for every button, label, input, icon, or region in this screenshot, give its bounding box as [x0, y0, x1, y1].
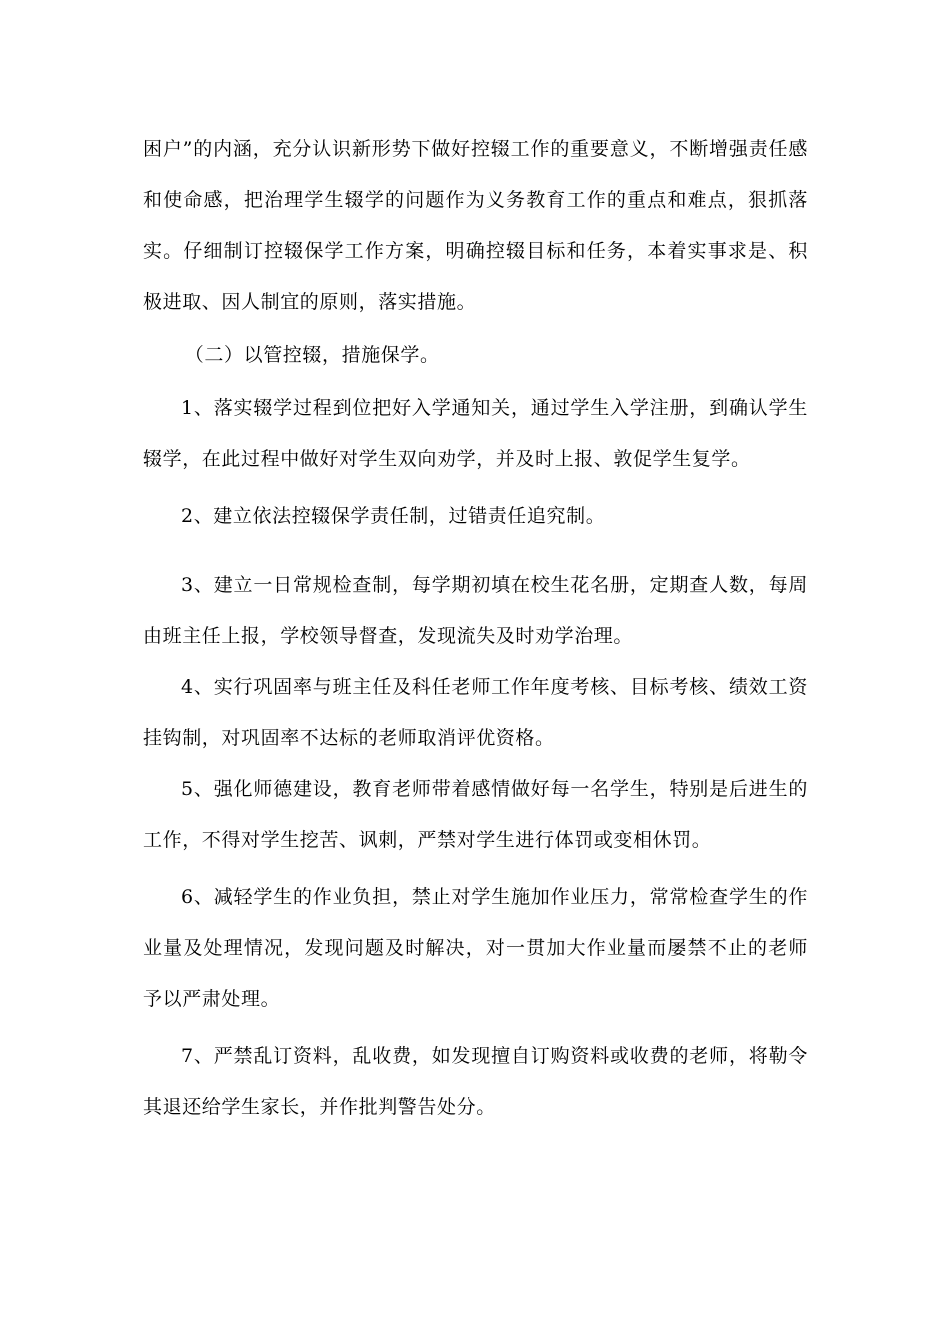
list-item: 3、建立一日常规检查制，每学期初填在校生花名册，定期查人数，每周由班主任上报，学校领导督查，发现流失及时劝学治理。: [143, 574, 808, 647]
list-item: 4、实行巩固率与班主任及科任老师工作年度考核、目标考核、绩效工资挂钩制，对巩固率不达标的老师取消评优资格。: [143, 676, 808, 749]
list-item: 1、落实辍学过程到位把好入学通知关，通过学生入学注册，到确认学生辍学，在此过程中做好对学生双向劝学，并及时上报、敦促学生复学。: [143, 397, 808, 470]
list-item: 7、严禁乱订资料，乱收费，如发现擅自订购资料或收费的老师，将勒令其退还给学生家长，并作批判警告处分。: [143, 1045, 808, 1118]
list-item: 5、强化师德建设，教育老师带着感情做好每一名学生，特别是后进生的工作，不得对学生挖苦、讽刺，严禁对学生进行体罚或变相休罚。: [143, 778, 808, 851]
list-item: 2、建立依法控辍保学责任制，过错责任追究制。: [181, 505, 606, 527]
document-body: [143, 124, 808, 1133]
paragraph-continuation: 困户”的内涵，充分认识新形势下做好控辍工作的重要意义，不断增强责任感和使命感，把治理学生辍学的问题作为义务教育工作的重点和难点，狠抓落实。仔细制订控辍保学工作方案，明确控辍目标和任务，本着实事求是、积极进取、因人制宜的原则，落实措施。: [143, 138, 808, 313]
section-heading: （二）以管控辍，措施保学。: [184, 344, 440, 366]
list-item: 6、减轻学生的作业负担，禁止对学生施加作业压力，常常检查学生的作业量及处理情况，发现问题及时解决，对一贯加大作业量而屡禁不止的老师予以严肃处理。: [143, 886, 808, 1010]
